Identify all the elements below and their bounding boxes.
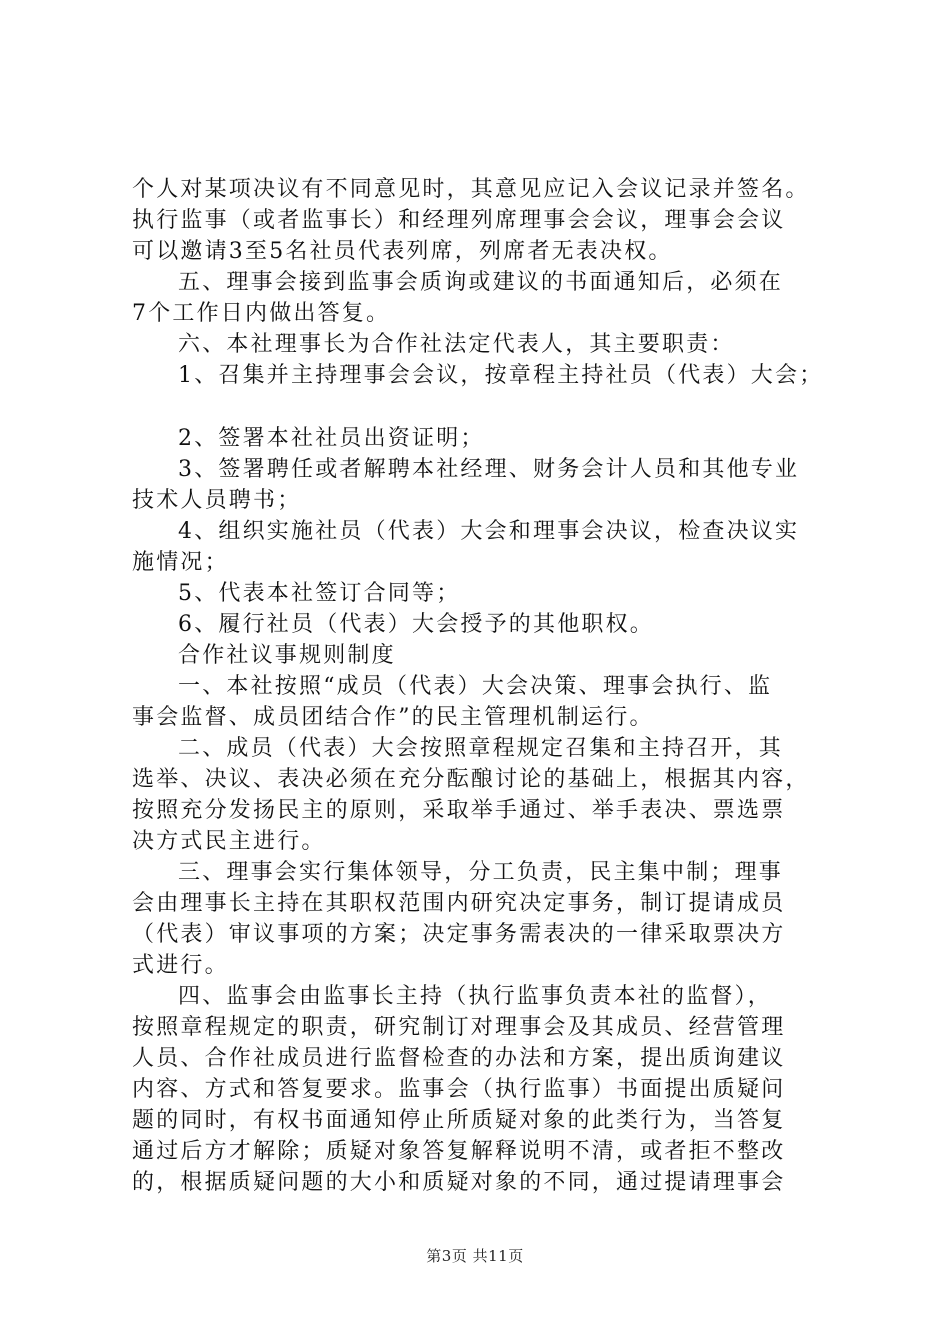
text-line: 2、签署本社社员出资证明； [178,426,485,451]
text-line: 题的同时，有权书面通知停止所质疑对象的此类行为，当答复 [132,1108,786,1133]
text-line: 六、本社理事长为合作社法定代表人，其主要职责： [178,332,735,357]
text-line: 五、理事会接到监事会质询或建议的书面通知后，必须在 [178,270,784,295]
text-line: 事会监督、成员团结合作”的民主管理机制运行。 [132,705,654,730]
text-line: 执行监事（或者监事长）和经理列席理事会会议，理事会会议 [132,208,786,233]
text-line: 3、签署聘任或者解聘本社经理、财务会计人员和其他专业 [178,457,800,482]
text-line: 个人对某项决议有不同意见时，其意见应记入会议记录并签名。 [132,177,810,202]
text-line: 按照章程规定的职责，研究制订对理事会及其成员、经营管理 [132,1015,786,1040]
text-line: 四、监事会由监事长主持（执行监事负责本社的监督）， [178,984,773,1009]
text-line: 三、理事会实行集体领导，分工负责，民主集中制；理事 [178,860,784,885]
text-line: （代表）审议事项的方案；决定事务需表决的一律采取票决方 [132,922,786,947]
text-line: 选举、决议、表决必须在充分酝酿讨论的基础上，根据其内容， [132,767,810,792]
text-line: 式进行。 [132,953,229,978]
text-line: 按照充分发扬民主的原则，采取举手通过、举手表决、票选票 [132,798,786,823]
text-line: 内容、方式和答复要求。监事会（执行监事）书面提出质疑问 [132,1077,786,1102]
text-line: 4、组织实施社员（代表）大会和理事会决议，检查决议实 [178,519,800,544]
text-line: 人员、合作社成员进行监督检查的办法和方案，提出质询建议 [132,1046,786,1071]
text-line: 1、召集并主持理事会会议，按章程主持社员（代表）大会； [178,363,824,388]
text-line: 一、本社按照“成员（代表）大会决策、理事会执行、监 [178,674,773,699]
text-line: 技术人员聘书； [132,488,302,513]
text-line: 施情况； [132,550,229,575]
section-heading: 合作社议事规则制度 [178,643,396,668]
text-line: 7个工作日内做出答复。 [132,301,391,326]
text-line: 6、履行社员（代表）大会授予的其他职权。 [178,612,654,637]
text-line: 5、代表本社签订合同等； [178,581,461,606]
text-line: 可以邀请3至5名社员代表列席，列席者无表决权。 [132,239,673,264]
text-line: 通过后方才解除；质疑对象答复解释说明不清，或者拒不整改 [132,1139,786,1164]
text-line: 会由理事长主持在其职权范围内研究决定事务，制订提请成员 [132,891,786,916]
text-line: 决方式民主进行。 [132,829,326,854]
page-number: 第3页 共11页 [426,1247,524,1265]
text-line: 的，根据质疑问题的大小和质疑对象的不同，通过提请理事会 [132,1170,786,1195]
text-line: 二、成员（代表）大会按照章程规定召集和主持召开，其 [178,736,784,761]
